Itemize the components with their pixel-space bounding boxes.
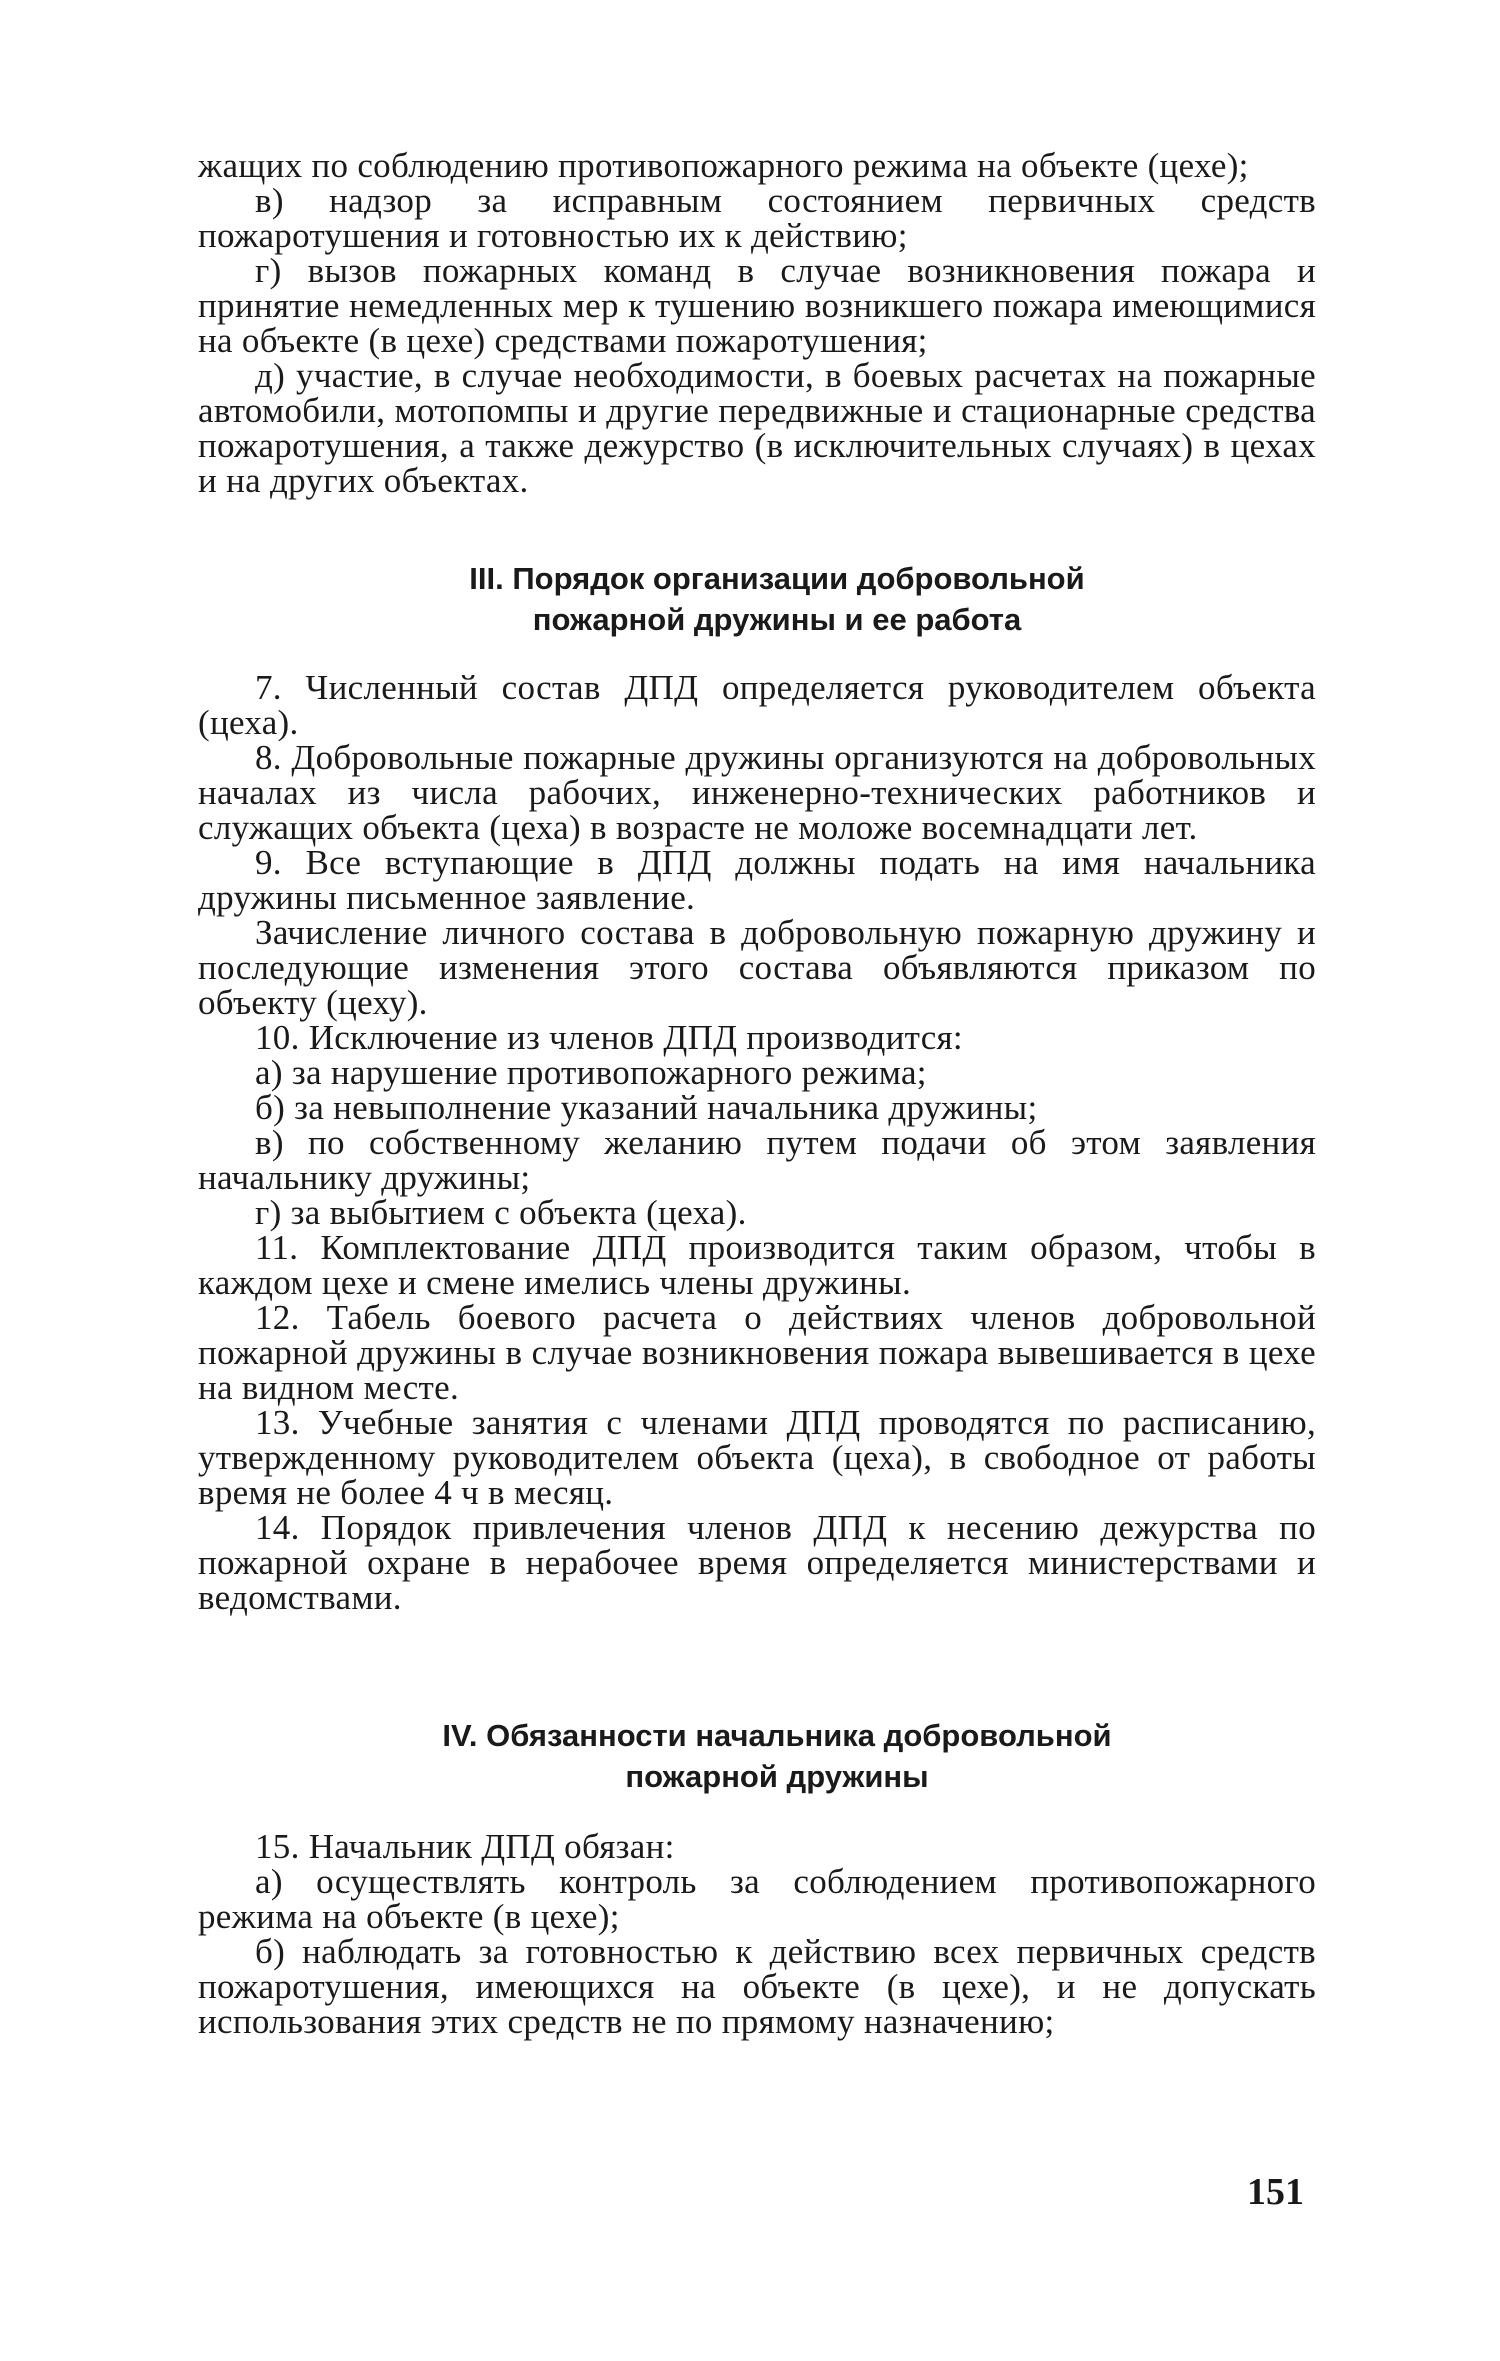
section-heading-3 (198, 558, 1316, 640)
intro-text-block (198, 148, 1316, 498)
paragraph: 13. Учебные занятия с членами ДПД проводятся по расписанию, утвержденному руководителем объекта (цеха), в свободное от работы время не более 4 ч в месяц. (198, 1403, 1316, 1512)
section-heading-line: III. Порядок организации добровольной (469, 561, 1085, 596)
section-heading-4 (198, 1715, 1316, 1797)
paragraph: а) за нарушение противопожарного режима; (255, 1053, 927, 1092)
page-number: 151 (1247, 2171, 1304, 2213)
document-page (198, 148, 1316, 2039)
paragraph: г) вызов пожарных команд в случае возникновения пожара и принятие немедленных мер к тушению возникшего пожара имеющимися на объекте (в цехе) средствами пожаротушения; (198, 251, 1316, 360)
section-heading-line: пожарной дружины (625, 1759, 929, 1794)
section-3-text-block (198, 670, 1316, 1615)
paragraph: 8. Добровольные пожарные дружины организуются на добровольных началах из числа рабочих, инженерно-технических работников и служащих объекта (цеха) в возрасте не моложе восемнадцати лет. (198, 738, 1316, 847)
section-4-text-block (198, 1829, 1316, 2039)
section-heading-line: пожарной дружины и ее работа (532, 602, 1022, 637)
paragraph: Зачисление личного состава в добровольную пожарную дружину и последующие изменения этого состава объявляются приказом по объекту (цеху). (198, 913, 1316, 1022)
paragraph: 9. Все вступающие в ДПД должны подать на имя начальника дружины письменное заявление. (198, 843, 1316, 917)
paragraph: 12. Табель боевого расчета о действиях членов добровольной пожарной дружины в случае возникновения пожара вывешивается в цехе на видном месте. (198, 1298, 1316, 1407)
paragraph: 11. Комплектование ДПД производится таким образом, чтобы в каждом цехе и смене имелись члены дружины. (198, 1228, 1316, 1302)
paragraph: 10. Исключение из членов ДПД производится: (255, 1018, 963, 1057)
paragraph: б) за невыполнение указаний начальника дружины; (255, 1088, 1038, 1127)
paragraph: б) наблюдать за готовностью к действию всех первичных средств пожаротушения, имеющихся на объекте (в цехе), и не допускать использования этих средств не по прямому назначению; (198, 1932, 1316, 2041)
paragraph: а) осуществлять контроль за соблюдением противопожарного режима на объекте (в цехе); (198, 1862, 1316, 1936)
paragraph: г) за выбытием с объекта (цеха). (255, 1193, 747, 1232)
section-heading-line: IV. Обязанности начальника добровольной (442, 1718, 1112, 1753)
paragraph: 7. Численный состав ДПД определяется руководителем объекта (цеха). (198, 668, 1316, 742)
paragraph: жащих по соблюдению противопожарного режима на объекте (цехе); (198, 146, 1249, 185)
paragraph: 15. Начальник ДПД обязан: (255, 1827, 675, 1866)
paragraph: д) участие, в случае необходимости, в боевых расчетах на пожарные автомобили, мотопомпы и другие передвижные и стационарные средства пожаротушения, а также дежурство (в исключительных случаях) в цехах и на других объектах. (198, 356, 1316, 500)
paragraph: в) по собственному желанию путем подачи об этом заявления начальнику дружины; (198, 1123, 1316, 1197)
paragraph: в) надзор за исправным состоянием первичных средств пожаротушения и готовностью их к действию; (198, 181, 1316, 255)
paragraph: 14. Порядок привлечения членов ДПД к несению дежурства по пожарной охране в нерабочее время определяется министерствами и ведомствами. (198, 1508, 1316, 1617)
